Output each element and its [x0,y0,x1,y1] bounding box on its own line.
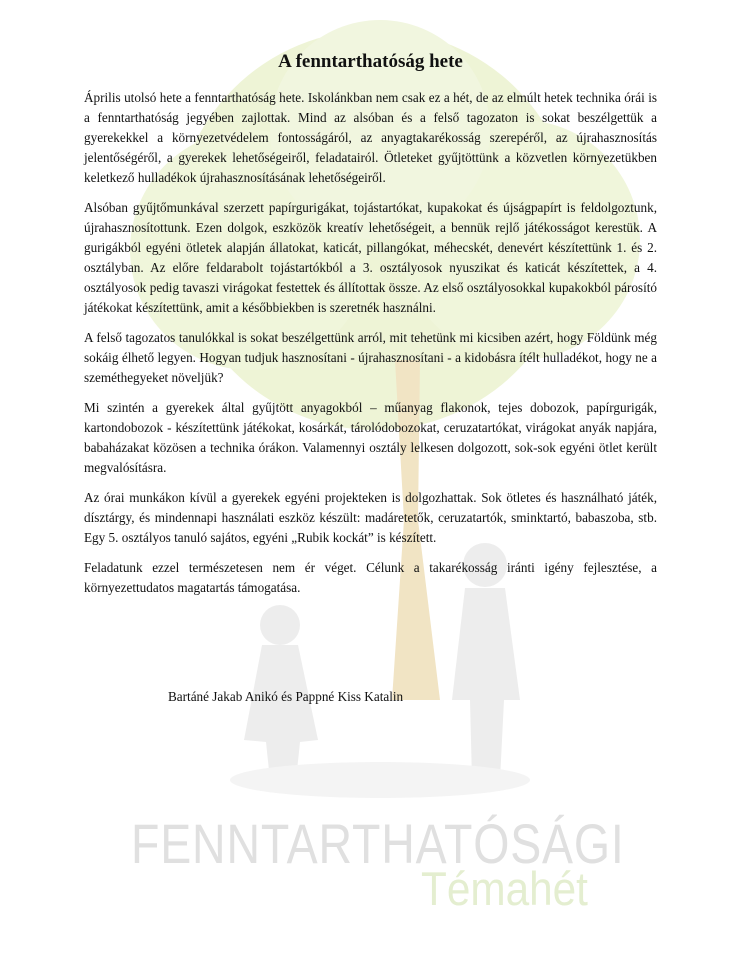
watermark-subtitle: Témahét [421,862,588,915]
paragraph: Alsóban gyűjtőmunkával szerzett papírgurigákat, tojástartókat, kupakokat és újságpapírt is feldolgoztunk, újrahasznosítottunk. Ezen dolgok, eszközök kreatív lehetőségeit, a bennük rejlő játékosságot kerestük. A gurigákból egyéni ötletek alapján állatokat, katicát, pillangókat, méhecskét, denevért készítettünk 1. és 2. osztályban. Az előre feldarabolt tojástartókból a 3. osztályosok nyuszikat és katicát készítettek, a 4. osztályosok pedig tavaszi virágokat festettek és állítottak össze. Az első osztályosokkal kupakokból párosító játékokat készítettünk, amit a későbbiekben is szeretnék használni. [84,200,657,315]
document-title: A fenntarthatóság hete [278,51,463,72]
document-body [84,88,657,608]
watermark-title: FENNTARTHATÓSÁGI [131,812,625,875]
author-signature: Bartáné Jakab Anikó és Pappné Kiss Katalin [168,689,404,704]
paragraph: Feladatunk ezzel természetesen nem ér véget. Célunk a takarékosság iránti igény fejlesztése, a környezettudatos magatartás támogatása. [84,560,657,595]
paragraph: Mi szintén a gyerekek által gyűjtött anyagokból – műanyag flakonok, tejes dobozok, papírgurigák, kartondobozok - készítettünk játékokat, kosárkát, tárolódobozokat, ceruzatartókat, virágokat anyák napjára, babaházakat közösen a technika órákon. Valamennyi osztály lelkesen dolgozott, sok-sok egyéni ötlet került megvalósításra. [84,400,657,475]
paragraph: Az órai munkákon kívül a gyerekek egyéni projekteken is dolgozhattak. Sok ötletes és használható játék, dísztárgy, és mindennapi használati eszköz készült: madáretetők, ceruzatartók, sminktartó, babaszoba, stb. Egy 5. osztályos tanuló sajátos, egyéni „Rubik kockát” is készített. [84,490,657,545]
paragraph: Április utolsó hete a fenntarthatóság hete. Iskolánkban nem csak ez a hét, de az elmúlt hetek technika órái is a fenntarthatóság jegyében zajlottak. Mind az alsóban és a felső tagozaton is sokat beszélgettük a gyerekekkel a környezetvédelem fontosságáról, az anyagtakarékosság szerepéről, az újrahasznosítás jelentőségéről, a gyerekek lehetőségeiről, feladatairól. Ötleteket gyűjtöttünk a közvetlen környezetükben keletkező hulladékok újrahasznosításának lehetőségeiről. [84,90,657,185]
paragraph: A felső tagozatos tanulókkal is sokat beszélgettünk arról, mit tehetünk mi kicsiben azért, hogy Földünk még sokáig élhető legyen. Hogyan tudjuk hasznosítani - újrahasznosítani - a kidobásra ítélt hulladékot, hogy ne a szeméthegyeket növeljük? [84,330,657,385]
